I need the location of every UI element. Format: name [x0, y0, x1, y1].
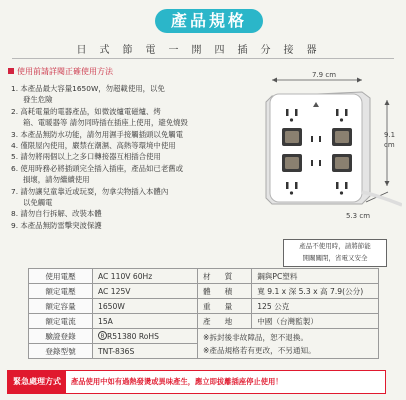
spec-value: 鋼與PC塑料 [252, 269, 379, 284]
instruction-line: 7. 請勿讓兒童靠近或玩耍，勿拿尖物插入本體內 [11, 186, 169, 196]
spec-label: 登錄型號 [29, 344, 93, 359]
warning-title [8, 66, 113, 77]
instruction-line: 9. 本產品無防雷擊突波保護 [11, 220, 102, 230]
emergency-banner [7, 370, 386, 394]
spec-row [29, 269, 379, 284]
spec-label: 額定電流 [29, 314, 93, 329]
spec-row [29, 284, 379, 299]
spec-note: ※產品規格若有更改，不另通知。 [203, 345, 316, 355]
instruction-line: 損壞，請勿繼續使用 [23, 175, 90, 185]
divider [12, 58, 394, 59]
product-image [262, 64, 402, 234]
instruction-line: 2. 高耗電量的電器產品，如微波爐電磁爐、烤 [11, 106, 161, 116]
spec-label: 額定電壓 [29, 284, 93, 299]
instruction-line: 5. 請勿將兩個以上之多口轉接器互相插合使用 [11, 152, 161, 162]
spec-value: 寬 9.1 x 深 5.3 x 高 7.9(公分) [252, 284, 379, 299]
emergency-tag: 緊急處理方式 [8, 371, 66, 393]
warning-title-text: 使用前請詳閱正確使用方法 [17, 67, 113, 76]
instruction-list [11, 83, 259, 231]
spec-label: 重量 [198, 299, 252, 314]
instruction-line: 6. 使用時務必將插頭完全插入插座，產品如已老舊或 [11, 163, 183, 173]
cert-value [93, 329, 198, 344]
spec-value: 15A [93, 314, 198, 329]
spec-table [28, 268, 379, 359]
instruction-line: 箱、電暖器等 請勿同時插在插座上使用，避免燒毀 [23, 118, 188, 128]
instruction-line: 以免觸電 [23, 198, 53, 208]
emergency-message: 產品使用中如有過熱發燙或異味產生，應立即拔離插座停止使用！ [71, 377, 283, 386]
spec-value: 中國（台灣監製） [252, 314, 379, 329]
spec-label: 材質 [198, 269, 252, 284]
spec-label: 產地 [198, 314, 252, 329]
certification-mark-icon [98, 331, 107, 340]
instruction-line: 8. 請勿自行拆解、改裝本體 [11, 209, 102, 219]
warning-square-icon [8, 68, 14, 74]
spec-value: 125 公克 [252, 299, 379, 314]
spec-value: AC 110V 60Hz [93, 269, 198, 284]
instruction-line: 4. 僅限屋內使用，嚴禁在潮濕、高熱等環境中使用 [11, 141, 176, 151]
height-dimension: 9.1 cm [384, 131, 396, 149]
spec-label: 驗證登錄 [29, 329, 93, 344]
spec-value: TNT-836S [93, 344, 198, 359]
svg-text:B: B [100, 333, 105, 340]
spec-label: 額定容量 [29, 299, 93, 314]
spec-note: ※拆封後非故障品，恕不退換。 [203, 332, 309, 342]
page-title: 產品規格 [155, 9, 263, 33]
spec-value: 1650W [93, 299, 198, 314]
spec-label: 使用電壓 [29, 269, 93, 284]
instruction-line: 3. 本產品無防水功能，請勿用濕手接觸插頭以免觸電 [11, 129, 183, 139]
instruction-line: 發生危險 [23, 95, 53, 105]
spec-row [29, 329, 379, 344]
usage-note-line: 產品不使用時，請將節能 [299, 242, 371, 250]
width-dimension: 7.9 cm [312, 71, 337, 79]
spec-row [29, 299, 379, 314]
page-subtitle: 日式節電一開四插分接器 [76, 45, 330, 56]
spec-label: 體積 [198, 284, 252, 299]
instruction-line: 1. 本產品最大容量1650W，勿超載使用，以免 [11, 84, 165, 93]
depth-dimension: 5.3 cm [346, 212, 371, 220]
spec-row [29, 314, 379, 329]
spec-notes [198, 329, 379, 359]
usage-note [283, 239, 387, 267]
spec-value: AC 125V [93, 284, 198, 299]
cert-value-text: R51380 RoHS [107, 332, 159, 341]
usage-note-line: 開關關閉，省電又安全 [302, 254, 368, 262]
